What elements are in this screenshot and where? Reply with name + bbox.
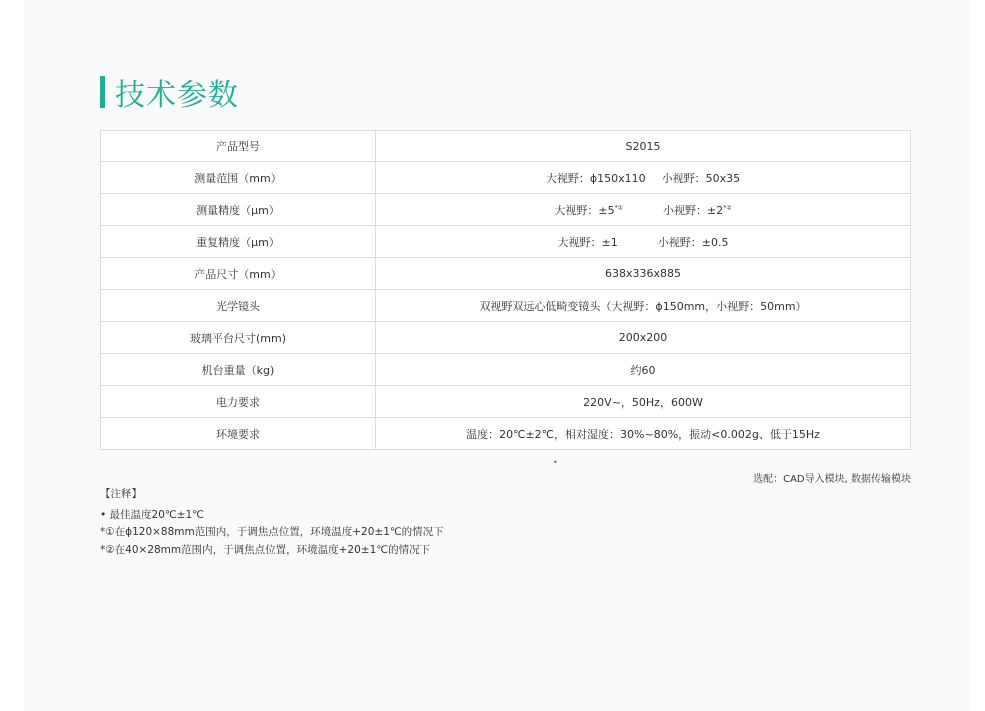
table-row: [101, 354, 911, 386]
spec-value-large-fov: 大视野：ϕ150x110: [545, 171, 646, 185]
spec-value-small-fov: 小视野：±0.5: [657, 235, 729, 249]
spec-value: [376, 162, 911, 194]
spec-value: 约60: [376, 354, 911, 386]
section-header: [100, 72, 239, 112]
page-title: 技术参数: [115, 78, 239, 113]
spec-label: 玻璃平台尺寸(mm): [101, 322, 376, 354]
note-item: *②在40×28mm范围内，于调焦点位置，环境温度+20±1℃的情况下: [100, 543, 431, 556]
table-row: [101, 258, 911, 290]
bullet-dot: •: [553, 458, 558, 467]
table-row: [101, 131, 911, 162]
table-row: [101, 162, 911, 194]
spec-value: 温度：20℃±2℃，相对湿度：30%~80%，振动<0.002g、低于15Hz: [376, 418, 911, 450]
spec-value: 双视野双远心低畸变镜头（大视野：ϕ150mm，小视野：50mm）: [376, 290, 911, 322]
spec-label: 机台重量（kg): [101, 354, 376, 386]
footnote-marker: *②: [723, 203, 732, 211]
spec-value-large-fov: 大视野：±1: [557, 235, 618, 249]
spec-value-large-fov: 大视野：±5: [554, 203, 615, 217]
spec-label: 测量精度（μm）: [101, 194, 376, 226]
spec-value: 220V~，50Hz，600W: [376, 386, 911, 418]
spec-value: [376, 194, 911, 226]
spec-label: 重复精度（μm）: [101, 226, 376, 258]
table-row: [101, 418, 911, 450]
spec-table: [100, 130, 911, 450]
title-accent-bar: [100, 76, 105, 108]
spec-value-small-fov: 小视野：±2: [663, 203, 724, 217]
spec-value-small-fov: 小视野：50x35: [661, 171, 741, 185]
notes-title: 【注释】: [100, 488, 142, 500]
footnote-marker: *①: [614, 203, 623, 211]
spec-value: 200x200: [376, 322, 911, 354]
note-item: • 最佳温度20℃±1℃: [100, 508, 204, 521]
optional-modules-note: 选配：CAD导入模块, 数据传输模块: [753, 474, 911, 485]
table-row: [101, 322, 911, 354]
spec-value: [376, 226, 911, 258]
spec-label: 电力要求: [101, 386, 376, 418]
spec-value: S2015: [376, 131, 911, 162]
notes-section: [100, 486, 444, 559]
table-row: [101, 290, 911, 322]
spec-value: 638x336x885: [376, 258, 911, 290]
spec-label: 产品型号: [101, 131, 376, 162]
spec-label: 测量范围（mm）: [101, 162, 376, 194]
table-row: [101, 194, 911, 226]
spec-label: 产品尺寸（mm）: [101, 258, 376, 290]
table-row: [101, 386, 911, 418]
spec-label: 环境要求: [101, 418, 376, 450]
spec-label: 光学镜头: [101, 290, 376, 322]
table-row: [101, 226, 911, 258]
note-item: *①在ϕ120×88mm范围内，于调焦点位置，环境温度+20±1℃的情况下: [100, 526, 444, 538]
